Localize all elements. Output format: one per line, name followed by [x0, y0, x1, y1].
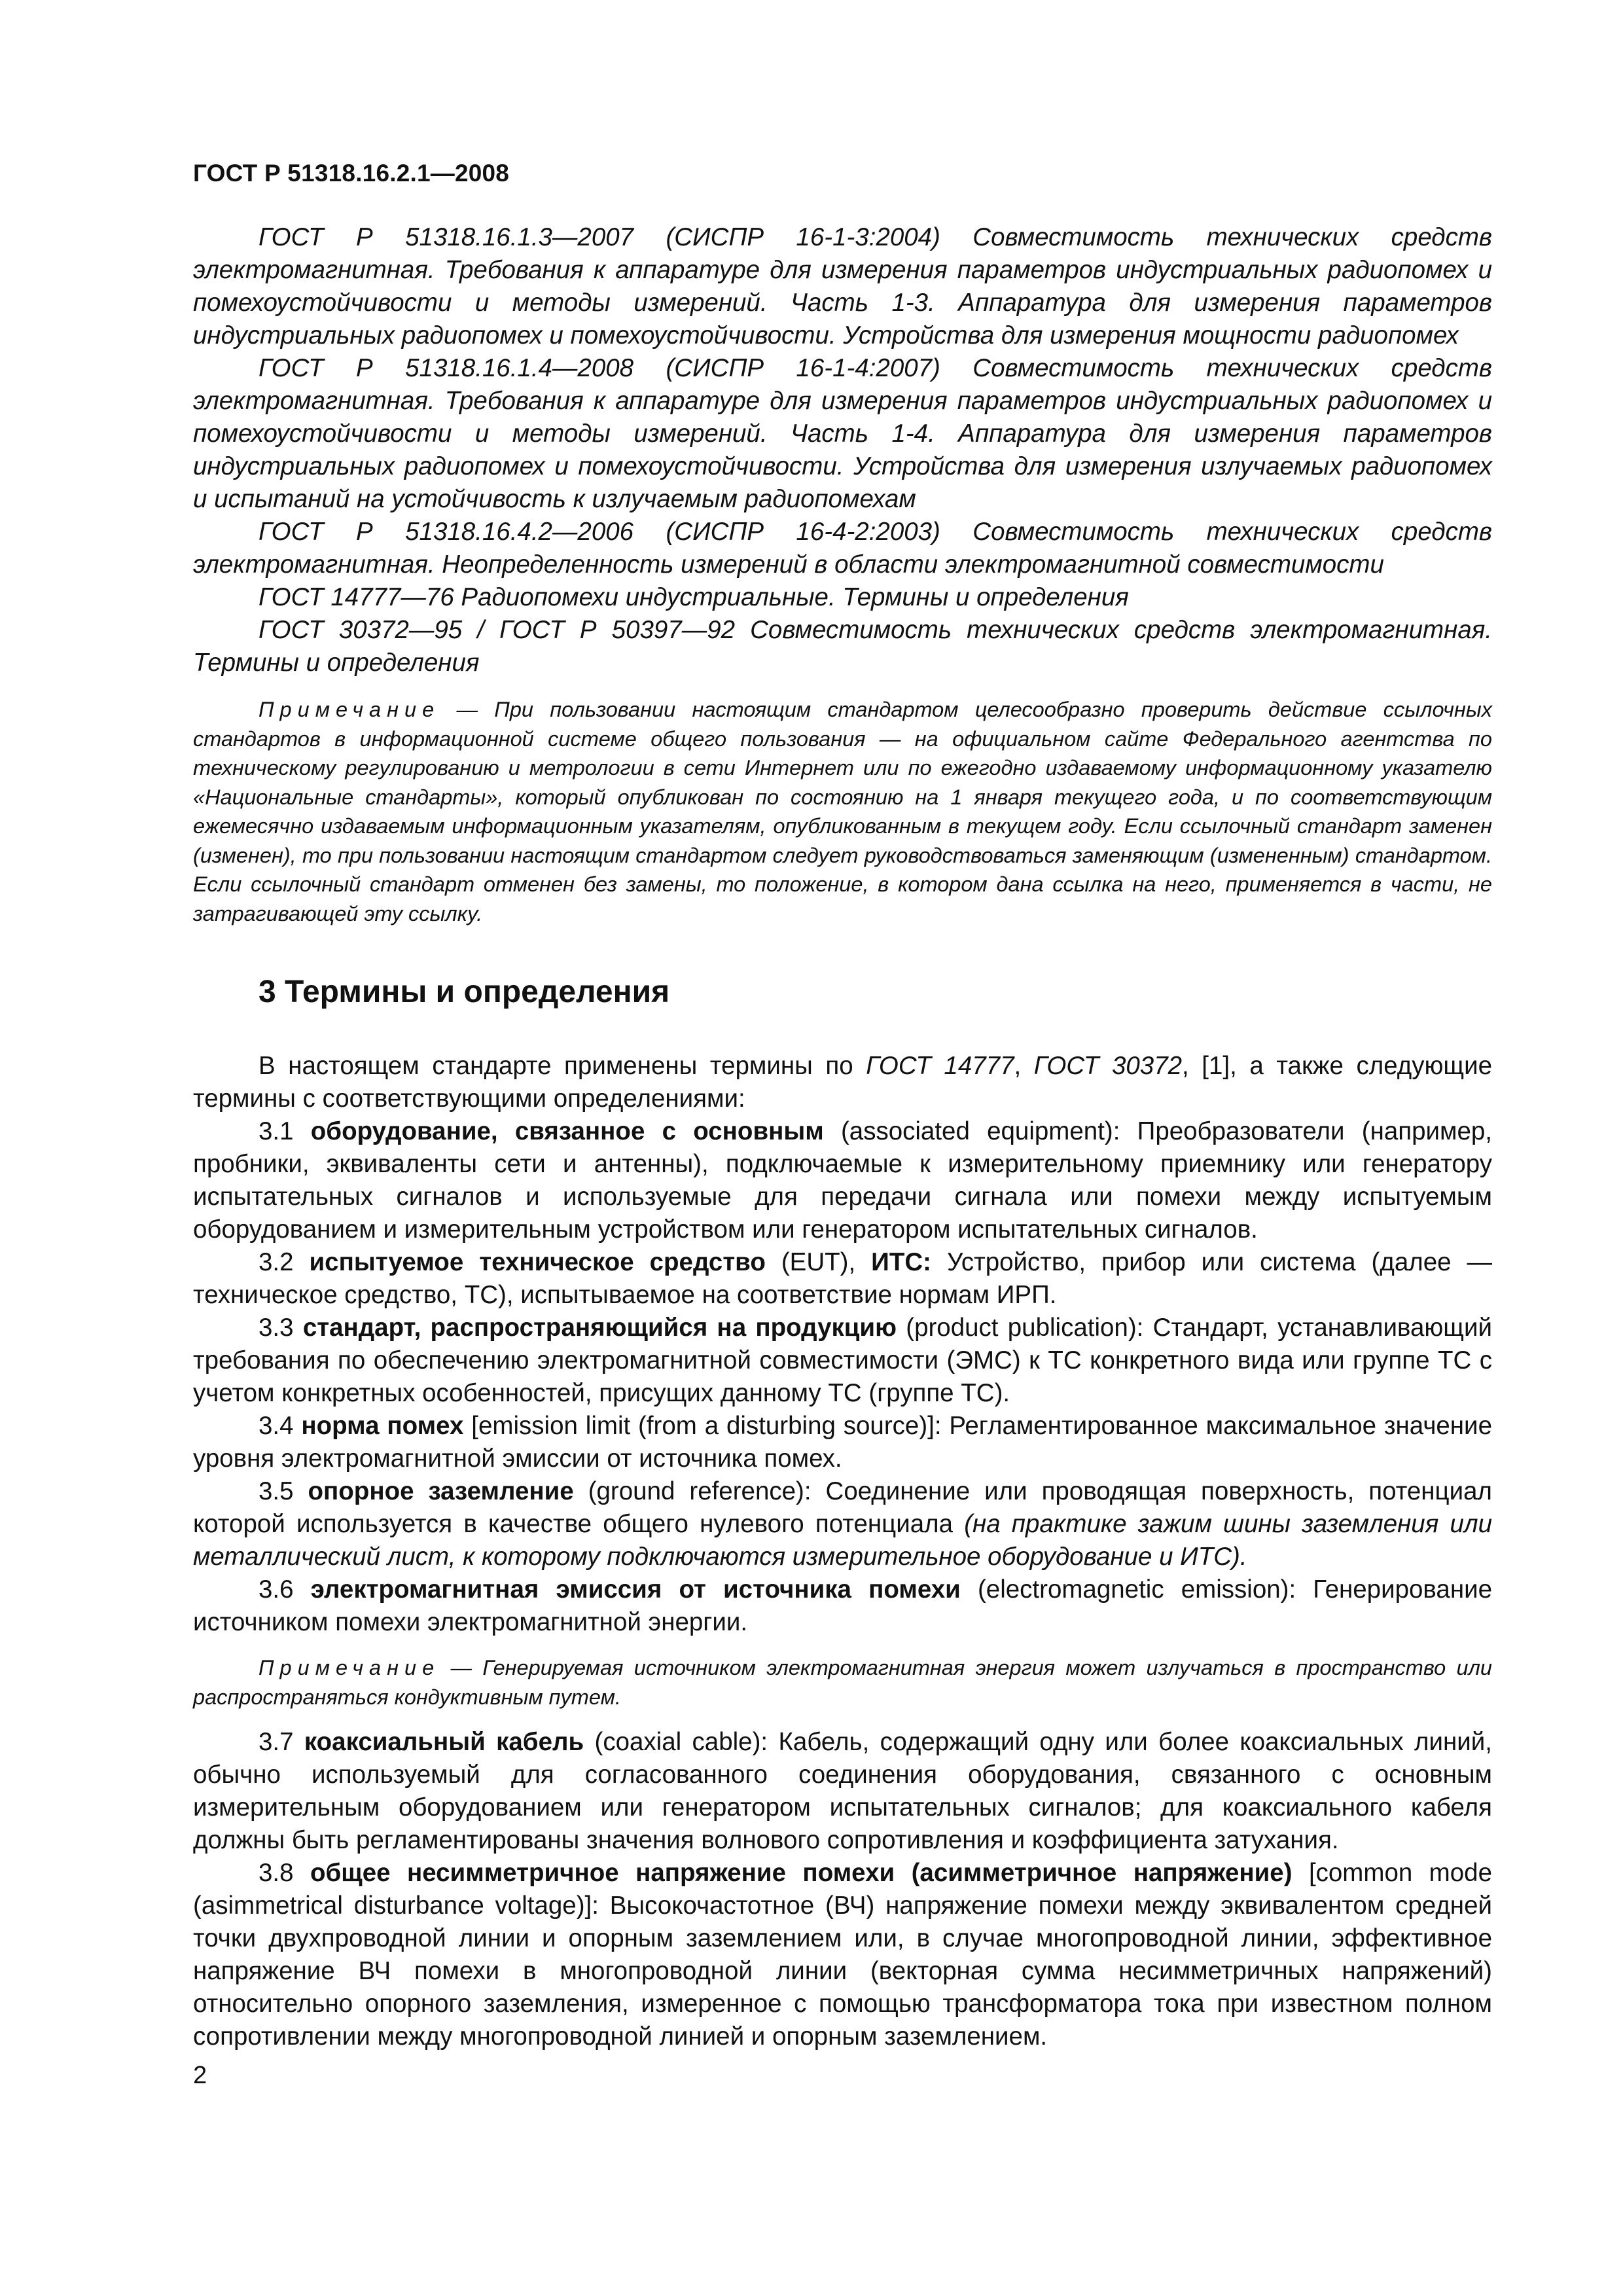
- term-name: стандарт, распространяющийся на продукцию: [302, 1314, 897, 1342]
- term-3-8: [193, 1857, 1492, 2053]
- term-3-5: [193, 1475, 1492, 1573]
- term-3-1: [193, 1115, 1492, 1246]
- intro-text: В настоящем стандарте применены термины по: [259, 1052, 866, 1080]
- term-number: 3.5: [259, 1477, 308, 1505]
- document-header: ГОСТ Р 51318.16.2.1—2008: [193, 160, 510, 187]
- intro-ref: ГОСТ 30372: [1033, 1052, 1183, 1080]
- intro-sep: ,: [1014, 1052, 1034, 1080]
- section-title: 3 Термины и определения: [259, 975, 670, 1009]
- term-3-2: [193, 1246, 1492, 1312]
- term-english: (EUT),: [765, 1248, 872, 1276]
- section-intro: [193, 1050, 1492, 1115]
- term-name: общее несимметричное напряжение помехи (асимметричное напряжение): [310, 1859, 1293, 1887]
- term-number: 3.2: [259, 1248, 310, 1276]
- term-3-4: [193, 1410, 1492, 1475]
- term-name: испытуемое техническое средство: [309, 1248, 766, 1276]
- page-number: 2: [193, 2062, 207, 2089]
- note-text: — При пользовании настоящим стандартом целесообразно проверить действие ссылочных стандартов в информационной системе общего пользования — на официальном сайте Федерального агентства по техническому регулированию и метрологии в сети Интернет или по ежегодно издаваемому информационному указателю «Национальные стандарты», который опубликован по состоянию на 1 января текущего года, и по соответствующим ежемесячно издаваемым информационным указателям, опубликованным в текущем году. Если ссылочный стандарт заменен (изменен), то при пользовании настоящим стандартом следует руководствоваться заменяющим (измененным) стандартом. Если ссылочный стандарт отменен без замены, то положение, в котором дана ссылка на него, применяется в части, не затрагивающей эту ссылку.: [193, 698, 1492, 925]
- term-3-3: [193, 1312, 1492, 1410]
- intro-ref: ГОСТ 14777: [866, 1052, 1014, 1080]
- reference-item: ГОСТ Р 51318.16.4.2—2006 (СИСПР 16-4-2:2003) Совместимость технических средств электромагнитная. Неопределенность измерений в области электромагнитной совместимости: [193, 518, 1492, 579]
- note-emission: [193, 1653, 1492, 1712]
- note-text: — Генерируемая источником электромагнитная энергия может излучаться в пространство или распространяться кондуктивным путем.: [193, 1656, 1492, 1709]
- reference-item: ГОСТ 30372—95 / ГОСТ Р 50397—92 Совместимость технических средств электромагнитная. Термины и определения: [193, 616, 1492, 677]
- term-number: 3.3: [259, 1314, 303, 1342]
- term-3-7: [193, 1726, 1492, 1857]
- reference-item: ГОСТ 14777—76 Радиопомехи индустриальные. Термины и определения: [259, 583, 1129, 611]
- reference-item: ГОСТ Р 51318.16.1.4—2008 (СИСПР 16-1-4:2007) Совместимость технических средств электромагнитная. Требования к аппаратуре для измерения параметров индустриальных радиопомех и помехоустойчивости и методы измерений. Часть 1-4. Аппаратура для измерения параметров индустриальных радиопомех и помехоустойчивости. Устройства для измерения излучаемых радиопомех и испытаний на устойчивость к излучаемым радиопомехам: [193, 354, 1492, 513]
- term-name: оборудование, связанное с основным: [310, 1117, 824, 1145]
- term-number: 3.1: [259, 1117, 311, 1145]
- term-abbrev: ИТС:: [871, 1248, 931, 1276]
- term-definition: Устройство, прибор или система (далее — техническое средство, ТС), испытываемое на соответствие нормам ИРП.: [193, 1248, 1493, 1309]
- term-definition: (ground reference): Соединение или проводящая поверхность, потенциал которой используется в качестве общего нулевого потенциала: [193, 1477, 1492, 1538]
- term-name: коаксиальный кабель: [304, 1728, 584, 1756]
- note-label: Примечание: [259, 1656, 440, 1679]
- term-name: опорное заземление: [308, 1477, 574, 1505]
- page-content: [193, 221, 1492, 2053]
- term-definition: (associated equipment): Преобразователи (например, пробники, эквиваленты сети и антенны), подключаемые к измерительному приемнику или генератору испытательных сигналов и используемые для передачи сигнала или помехи между испытуемым оборудованием и измерительным устройством или генератором испытательных сигналов.: [193, 1117, 1493, 1244]
- term-name: электромагнитная эмиссия от источника помехи: [310, 1575, 961, 1604]
- term-definition: (product publication): Стандарт, устанавливающий требования по обеспечению электромагнитной совместимости (ЭМС) к ТС конкретного вида или группе ТС с учетом конкретных особенностей, присущих данному ТС (группе ТС).: [193, 1314, 1492, 1407]
- term-3-6: [193, 1573, 1492, 1639]
- note-references: [193, 695, 1492, 928]
- term-name: норма помех: [301, 1412, 464, 1440]
- term-definition: (electromagnetic emission): Генерирование источником помехи электромагнитной энергии.: [193, 1575, 1493, 1636]
- note-label: Примечание: [259, 698, 440, 721]
- term-number: 3.8: [259, 1859, 310, 1887]
- term-remark: (на практике зажим шины заземления или металлический лист, к которому подключаются измерительное оборудование и ИТС).: [193, 1510, 1493, 1571]
- term-definition: [emission limit (from a disturbing source)]: Регламентированное максимальное значение уровня электромагнитной эмиссии от источника помех.: [193, 1412, 1492, 1473]
- term-number: 3.6: [259, 1575, 311, 1604]
- term-number: 3.7: [259, 1728, 304, 1756]
- term-definition: [common mode (asimmetrical disturbance voltage)]: Высокочастотное (ВЧ) напряжение помехи между эквивалентом средней точки двухпроводной линии и опорным заземлением или, в случае многопроводной линии, эффективное напряжение ВЧ помехи в многопроводной линии (векторная сумма несимметричных напряжений) относительно опорного заземления, измеренное с помощью трансформатора тока при известном полном сопротивлении между многопроводной линией и опорным заземлением.: [193, 1859, 1492, 2051]
- term-number: 3.4: [259, 1412, 302, 1440]
- term-definition: (coaxial cable): Кабель, содержащий одну или более коаксиальных линий, обычно используемый для согласованного соединения оборудования, связанного с основным измерительным оборудованием или генератором испытательных сигналов; для коаксиального кабеля должны быть регламентированы значения волнового сопротивления и коэффициента затухания.: [193, 1728, 1492, 1854]
- intro-text: , [1], а также следующие термины с соответствующими определениями:: [193, 1052, 1492, 1113]
- reference-item: ГОСТ Р 51318.16.1.3—2007 (СИСПР 16-1-3:2004) Совместимость технических средств электромагнитная. Требования к аппаратуре для измерения параметров индустриальных радиопомех и помехоустойчивости и методы измерений. Часть 1-3. Аппаратура для измерения параметров индустриальных радиопомех и помехоустойчивости. Устройства для измерения мощности радиопомех: [193, 223, 1492, 350]
- normative-references: [193, 221, 1492, 679]
